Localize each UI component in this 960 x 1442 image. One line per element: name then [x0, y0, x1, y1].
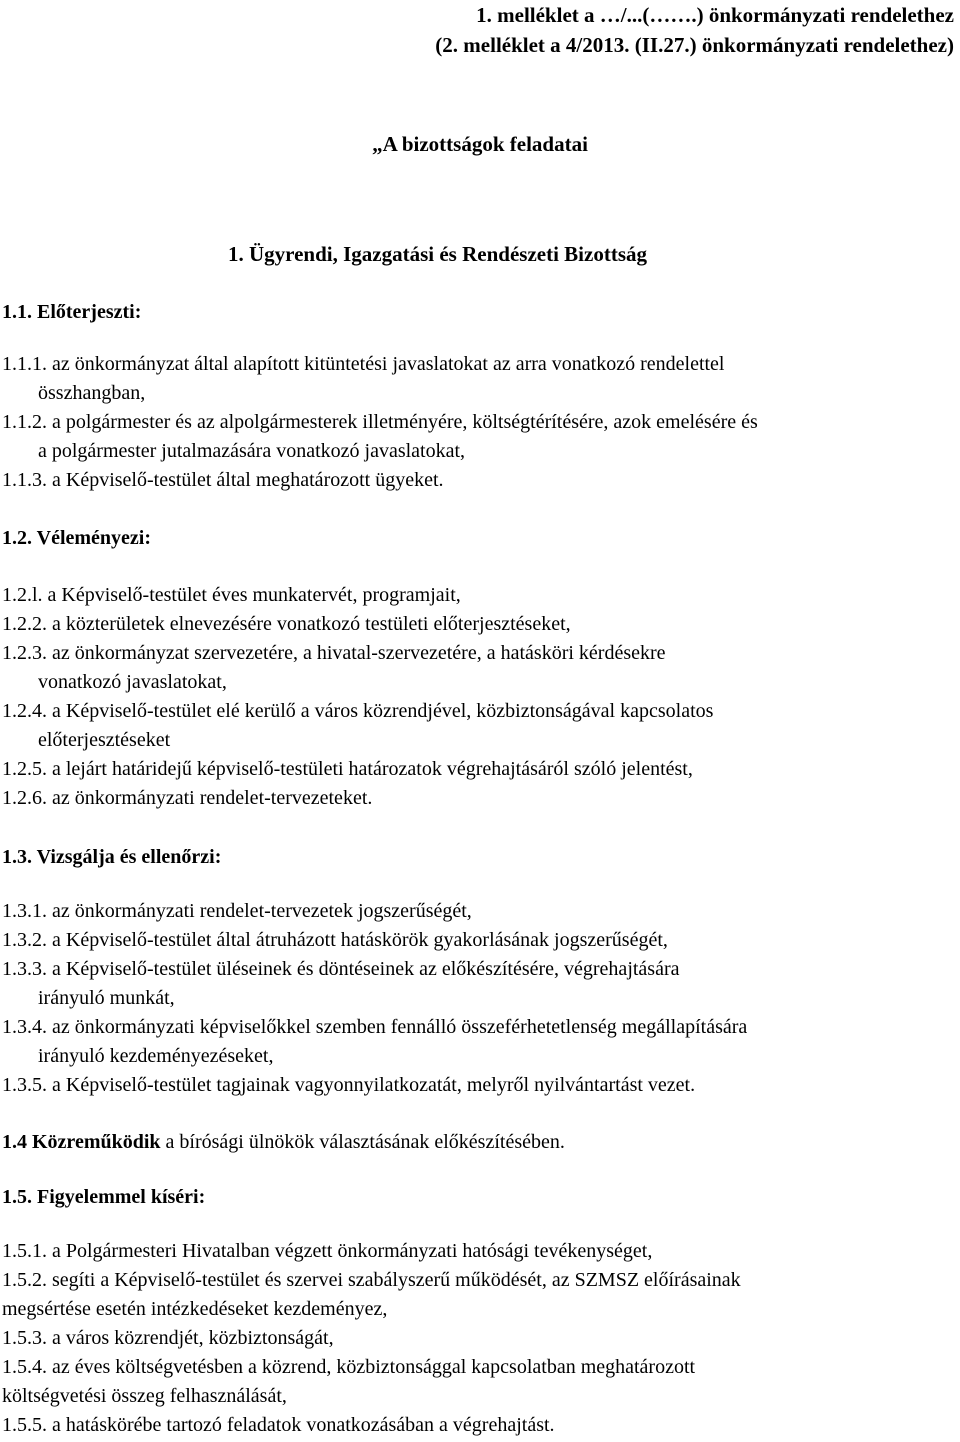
section-heading-1-4: 1.4 Közreműködik: [2, 1131, 161, 1153]
list-item-1-5-4-line-1: 1.5.4. az éves költségvetésben a közrend, közbiztonsággal kapcsolatban meghatározott: [2, 1356, 696, 1378]
list-item-1-5-4-line-2: költségvetési összeg felhasználását,: [2, 1385, 287, 1407]
list-item-1-2-3-line-2: vonatkozó javaslatokat,: [38, 671, 227, 693]
list-item-1-5-2-line-2: megsértése esetén intézkedéseket kezdeményez,: [2, 1298, 388, 1320]
annex-header-line-1: 1. melléklet a …/...(…….) önkormányzati rendelethez: [476, 3, 954, 27]
list-item-1-2-4-line-1: 1.2.4. a Képviselő-testület elé kerülő a város közrendjével, közbiztonságával kapcsolatos: [2, 700, 714, 722]
list-item-1-1-2-line-2: a polgármester jutalmazására vonatkozó javaslatokat,: [38, 440, 466, 462]
list-item-1-5-1: 1.5.1. a Polgármesteri Hivatalban végzett önkormányzati hatósági tevékenységet,: [2, 1240, 653, 1262]
committee-heading: 1. Ügyrendi, Igazgatási és Rendészeti Bizottság: [228, 242, 647, 266]
list-item-1-3-3-line-2: irányuló munkát,: [38, 987, 175, 1009]
list-item-1-1-1-line-2: összhangban,: [38, 382, 146, 404]
list-item-1-3-4-line-2: irányuló kezdeményezéseket,: [38, 1045, 274, 1067]
list-item-1-3-1: 1.3.1. az önkormányzati rendelet-tervezetek jogszerűségét,: [2, 900, 472, 922]
list-item-1-2-5: 1.2.5. a lejárt határidejű képviselő-testületi határozatok végrehajtásáról szóló jelentést,: [2, 758, 693, 780]
list-item-1-2-1: 1.2.l. a Képviselő-testület éves munkatervét, programjait,: [2, 584, 461, 606]
list-item-1-3-3-line-1: 1.3.3. a Képviselő-testület üléseinek és döntéseinek az előkészítésére, végrehajtására: [2, 958, 680, 980]
section-heading-1-2: 1.2. Véleményezi:: [2, 527, 152, 549]
list-item-1-5-5: 1.5.5. a hatáskörébe tartozó feladatok vonatkozásában a végrehajtást.: [2, 1414, 555, 1436]
annex-header: [435, 0, 954, 60]
annex-header-line-2: (2. melléklet a 4/2013. (II.27.) önkormányzati rendelethez): [435, 33, 954, 57]
list-item-1-2-3-line-1: 1.2.3. az önkormányzat szervezetére, a hivatal-szervezetére, a hatásköri kérdésekre: [2, 642, 666, 664]
section-heading-1-3: 1.3. Vizsgálja és ellenőrzi:: [2, 846, 222, 868]
list-item-1-3-5: 1.3.5. a Képviselő-testület tagjainak vagyonnyilatkozatát, melyről nyilvántartást vezet.: [2, 1074, 696, 1096]
list-item-1-1-1-line-1: 1.1.1. az önkormányzat által alapított kitüntetési javaslatokat az arra vonatkozó rendelettel: [2, 353, 725, 375]
list-item-1-2-4-line-2: előterjesztéseket: [38, 729, 171, 751]
list-item-1-5-2-line-1: 1.5.2. segíti a Képviselő-testület és szervei szabályszerű működését, az SZMSZ előírásainak: [2, 1269, 741, 1291]
section-1-4-text: a bírósági ülnökök választásának előkészítésében.: [160, 1131, 565, 1153]
document-title: „A bizottságok feladatai: [372, 132, 588, 156]
list-item-1-2-6: 1.2.6. az önkormányzati rendelet-tervezeteket.: [2, 787, 373, 809]
list-item-1-5-3: 1.5.3. a város közrendjét, közbiztonságát,: [2, 1327, 334, 1349]
list-item-1-1-3: 1.1.3. a Képviselő-testület által meghatározott ügyeket.: [2, 469, 444, 491]
section-heading-1-5: 1.5. Figyelemmel kíséri:: [2, 1186, 206, 1208]
list-item-1-1-2-line-1: 1.1.2. a polgármester és az alpolgármesterek illetményére, költségtérítésére, azok emelésére és: [2, 411, 758, 433]
list-item-1-3-2: 1.3.2. a Képviselő-testület által átruházott hatáskörök gyakorlásának jogszerűségét,: [2, 929, 668, 951]
section-1-4: [2, 1128, 565, 1157]
list-item-1-3-4-line-1: 1.3.4. az önkormányzati képviselőkkel szemben fennálló összeférhetetlenség megállapítására: [2, 1016, 748, 1038]
list-item-1-2-2: 1.2.2. a közterületek elnevezésére vonatkozó testületi előterjesztéseket,: [2, 613, 571, 635]
section-heading-1-1: 1.1. Előterjeszti:: [2, 301, 142, 323]
